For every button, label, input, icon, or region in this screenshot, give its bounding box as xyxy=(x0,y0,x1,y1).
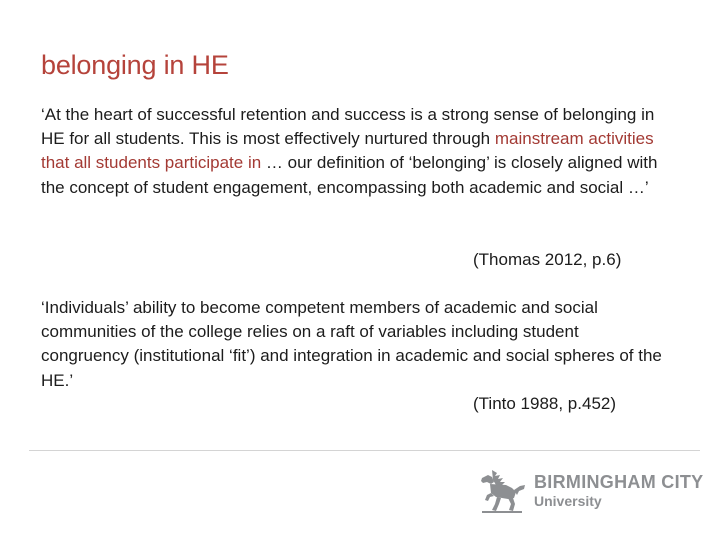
quote-thomas xyxy=(41,103,666,200)
logo-text xyxy=(534,472,704,510)
quote-thomas-text-end: … our definition of ‘belonging’ is closely aligned with the concept of student engagement, encompassing both academic and social …’ xyxy=(41,153,658,197)
quote-thomas-highlight: mainstream activities that all students participate in xyxy=(41,129,654,173)
footer-divider xyxy=(29,450,700,451)
citation-thomas: (Thomas 2012, p.6) xyxy=(473,250,622,269)
logo-line-1: BIRMINGHAM CITY xyxy=(534,472,704,492)
slide-title: belonging in HE xyxy=(41,50,229,80)
quote-tinto: ‘Individuals’ ability to become competent members of academic and social communities of the college relies on a raft of variables including student congruency (institutional ‘fit’) and integration in academic and social spheres of the HE.’ xyxy=(41,298,662,390)
logo-line-2: University xyxy=(534,493,602,509)
quote-thomas-text-start: ‘At the heart of successful retention and success is a strong sense of belonging in HE for all students. This is most effectively nurtured through xyxy=(41,105,655,149)
citation-tinto: (Tinto 1988, p.452) xyxy=(473,394,617,413)
griffin-crest-icon xyxy=(478,468,528,514)
university-logo xyxy=(478,468,704,516)
